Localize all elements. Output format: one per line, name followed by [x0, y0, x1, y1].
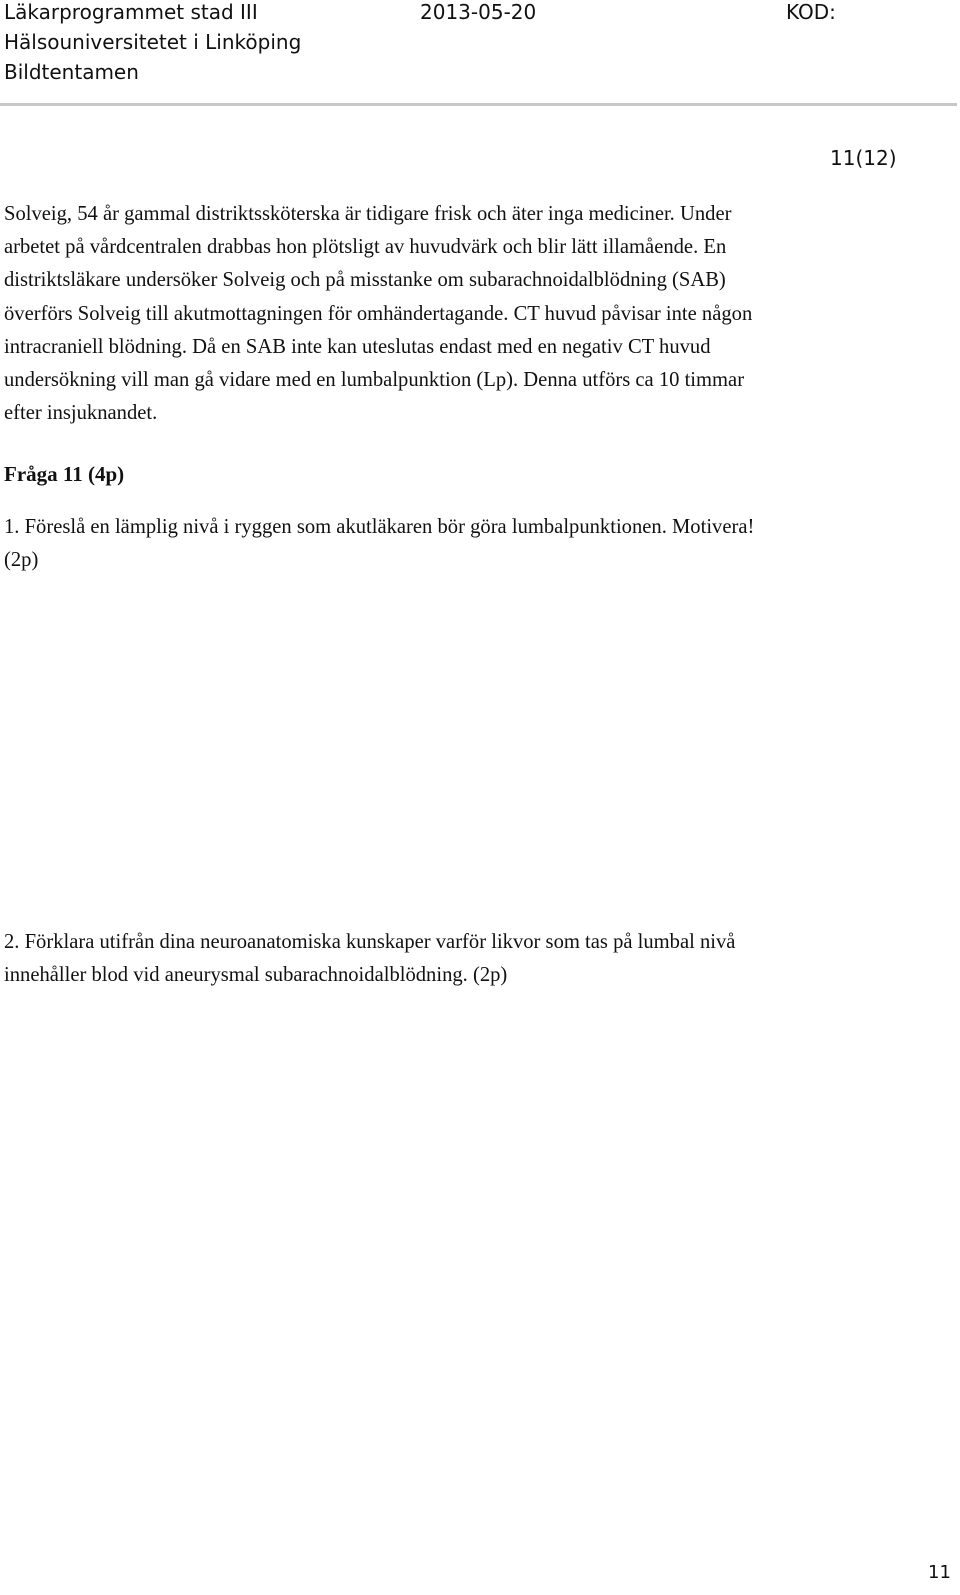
- case-description: [4, 198, 954, 430]
- header-code-label: KOD:: [786, 0, 836, 24]
- footer-page-number: 11: [928, 1562, 951, 1583]
- question-1: [4, 511, 954, 577]
- question-2-line: 2. Förklara utifrån dina neuroanatomiska kunskaper varför likvor som tas på lumbal nivå: [4, 931, 736, 953]
- question-2-line: innehåller blod vid aneurysmal subarachnoidalblödning. (2p): [4, 964, 508, 987]
- header-date: 2013-05-20: [420, 0, 537, 24]
- case-line: intracraniell blödning. Då en SAB inte kan uteslutas endast med en negativ CT huvud: [4, 335, 711, 358]
- case-line: överförs Solveig till akutmottagningen för omhändertagande. CT huvud påvisar inte någon: [4, 302, 753, 325]
- case-line: distriktsläkare undersöker Solveig och på misstanke om subarachnoidalblödning (SAB): [4, 269, 726, 292]
- question-heading: Fråga 11 (4p): [4, 462, 125, 486]
- case-line: Solveig, 54 år gammal distriktssköterska är tidigare frisk och äter inga mediciner. Under: [4, 203, 732, 225]
- question-2: [4, 926, 954, 992]
- case-line: arbetet på vårdcentralen drabbas hon plötsligt av huvudvärk och blir lätt illamående. En: [4, 236, 727, 259]
- case-line: efter insjuknandet.: [4, 402, 158, 425]
- page-header: [0, 0, 960, 108]
- question-1-line: (2p): [4, 549, 39, 572]
- header-divider: [0, 103, 957, 106]
- header-university: Hälsouniversitetet i Linköping: [4, 30, 302, 54]
- header-exam: Bildtentamen: [4, 60, 139, 84]
- page-marker: 11(12): [830, 146, 897, 170]
- header-program: Läkarprogrammet stad III: [4, 0, 258, 24]
- case-line: undersökning vill man gå vidare med en lumbalpunktion (Lp). Denna utförs ca 10 timmar: [4, 368, 745, 391]
- question-1-line: 1. Föreslå en lämplig nivå i ryggen som akutläkaren bör göra lumbalpunktionen. Motivera!: [4, 516, 755, 538]
